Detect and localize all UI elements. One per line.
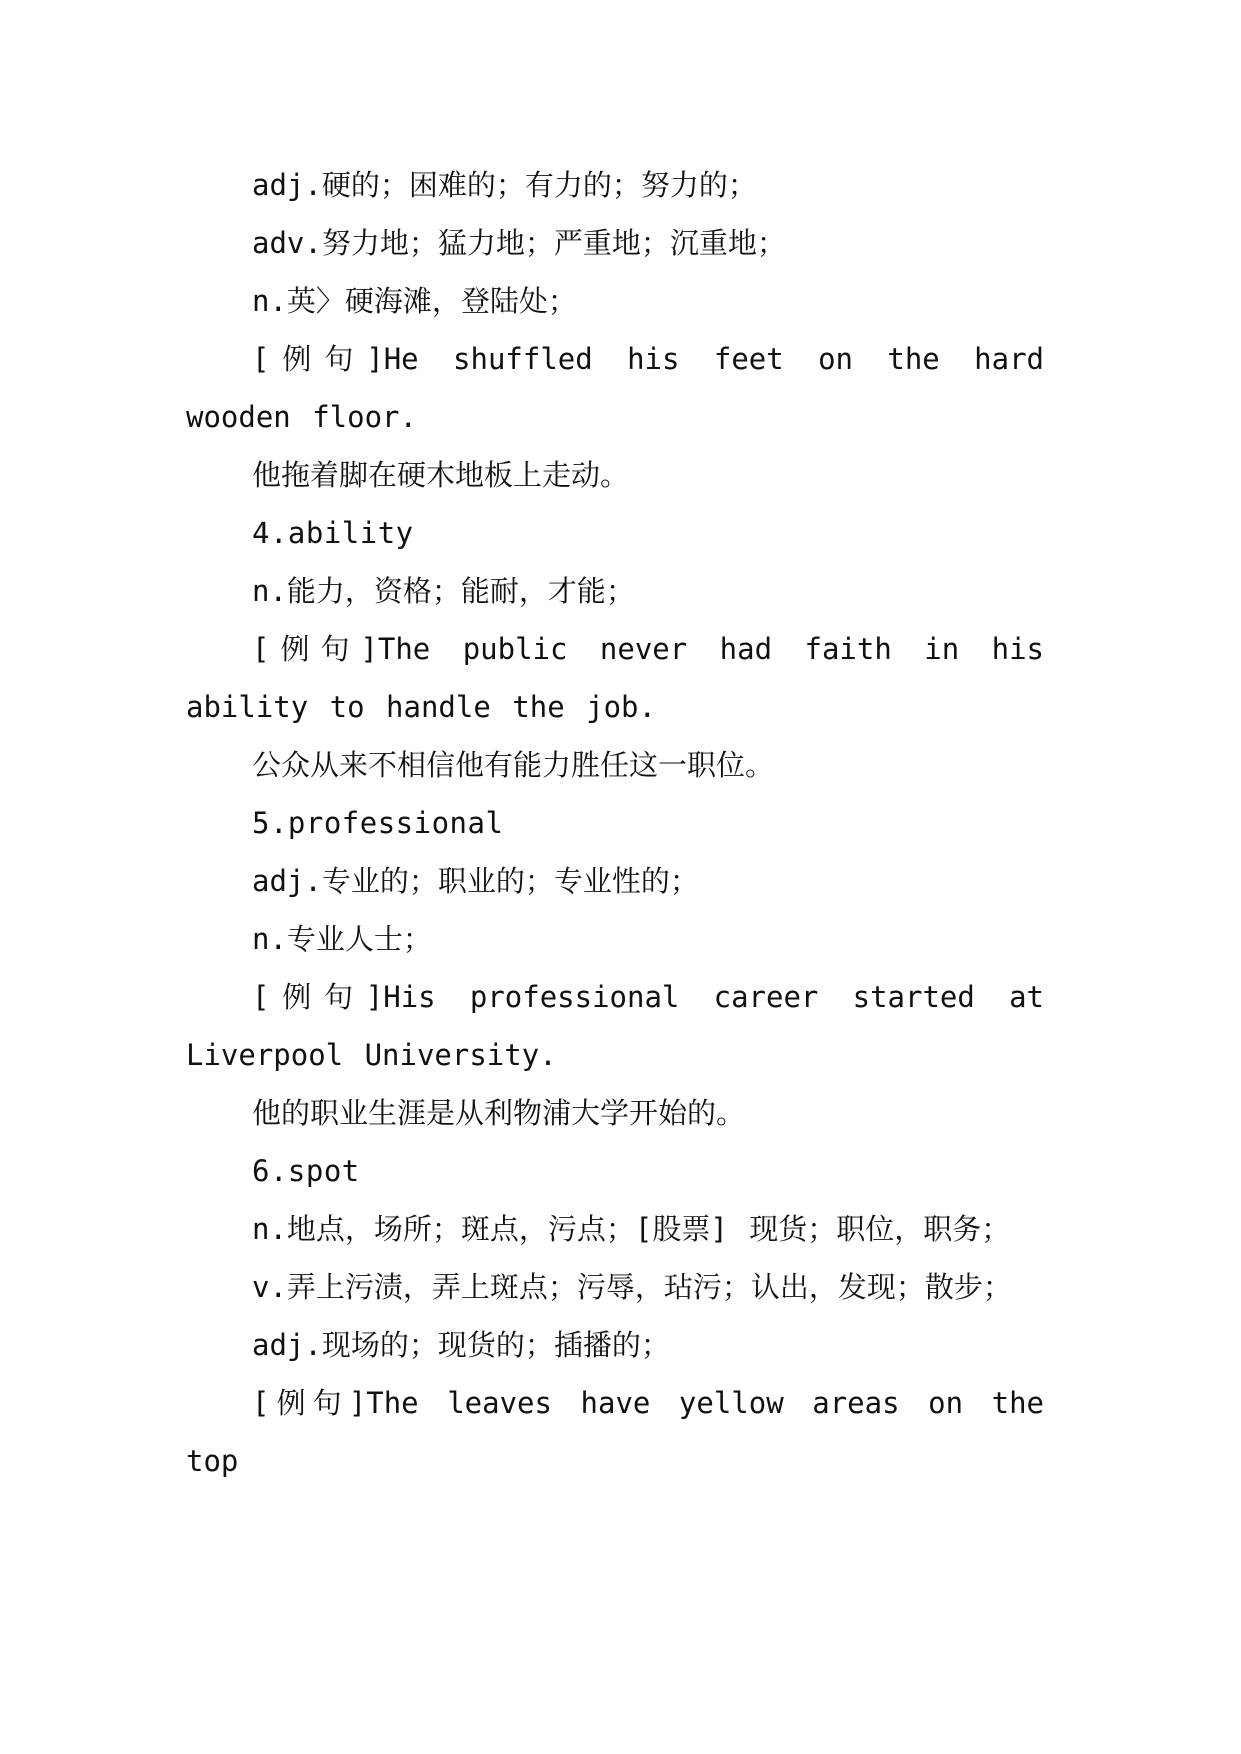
example-translation: 他的职业生涯是从利物浦大学开始的。 [252, 1096, 746, 1130]
example-sentence: [例句]The leaves have yellow areas on the top [186, 1386, 1044, 1478]
word-heading: 5.professional [252, 806, 504, 840]
document-body [186, 156, 1044, 1490]
example-sentence: [例句]He shuffled his feet on the hard wooden floor. [186, 342, 1044, 434]
definition-adv: adv.努力地；猛力地；严重地；沉重地； [252, 226, 786, 260]
definition-noun: n.专业人士； [252, 922, 432, 956]
definition-adj: adj.现场的；现货的；插播的； [252, 1328, 670, 1362]
example-translation: 公众从来不相信他有能力胜任这一职位。 [252, 748, 775, 782]
word-heading: 6.spot [252, 1154, 360, 1188]
example-translation: 他拖着脚在硬木地板上走动。 [252, 458, 630, 492]
definition-verb: v.弄上污渍，弄上斑点；污辱，玷污；认出，发现；散步； [252, 1270, 1012, 1304]
definition-adj: adj.专业的；职业的；专业性的； [252, 864, 699, 898]
definition-noun: n.地点，场所；斑点，污点；[股票] 现货；职位，职务； [252, 1212, 1011, 1246]
word-heading: 4.ability [252, 516, 414, 550]
definition-adj: adj.硬的；困难的；有力的；努力的； [252, 168, 757, 202]
definition-noun: n.英〉硬海滩，登陆处； [252, 284, 577, 318]
example-sentence: [例句]The public never had faith in his ability to handle the job. [186, 632, 1044, 724]
example-sentence: [例句]His professional career started at Liverpool University. [186, 980, 1044, 1072]
definition-noun: n.能力，资格；能耐，才能； [252, 574, 635, 608]
